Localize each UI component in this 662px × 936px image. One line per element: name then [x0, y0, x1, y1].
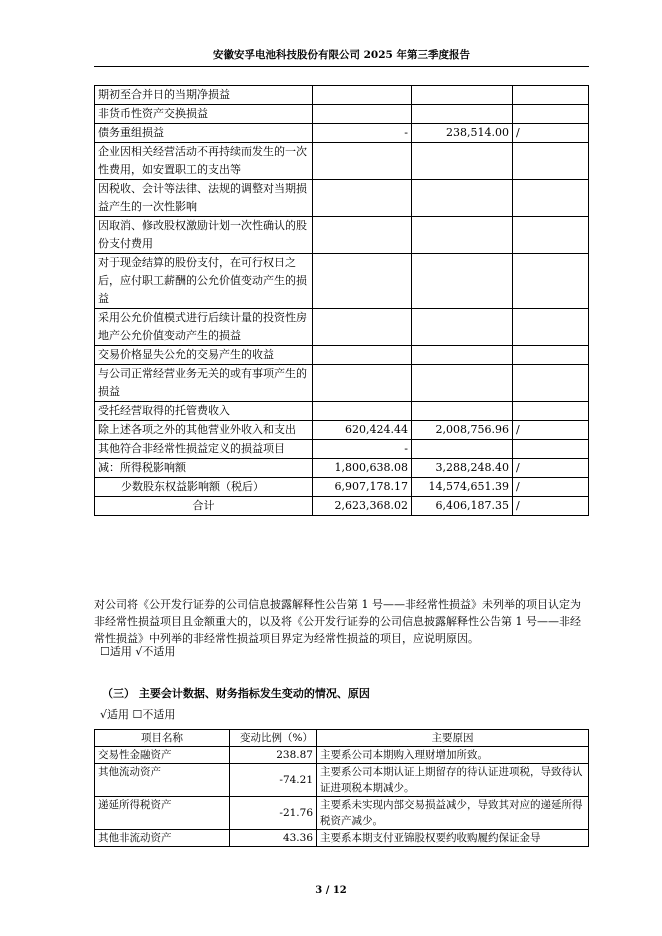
table-row [95, 830, 589, 847]
table-row [95, 124, 589, 143]
row-value-ytd [412, 105, 513, 124]
table-row [95, 440, 589, 459]
row-note: / [513, 459, 589, 478]
main-reason: 主要系本期支付亚锦股权要约收购履约保证金导 [317, 830, 589, 847]
item-name: 其他非流动资产 [95, 830, 230, 847]
change-ratio: 238.87 [230, 747, 317, 764]
table-row [95, 764, 589, 797]
row-value-current [313, 143, 412, 180]
row-value-ytd [412, 402, 513, 421]
row-note: / [513, 421, 589, 440]
page-header: 安徽安孚电池科技股份有限公司 2025 年第三季度报告 [94, 47, 589, 67]
table-row [95, 402, 589, 421]
row-value-current [313, 105, 412, 124]
table-row [95, 747, 589, 764]
row-value-ytd [412, 86, 513, 105]
table-row [95, 254, 589, 309]
row-value-ytd [412, 309, 513, 346]
row-label: 采用公允价值模式进行后续计量的投资性房地产公允价值变动产生的损益 [95, 309, 313, 346]
item-name: 交易性金融资产 [95, 747, 230, 764]
change-ratio: -21.76 [230, 797, 317, 830]
section-title: （三） 主要会计数据、财务指标发生变动的情况、原因 [102, 687, 370, 700]
row-value-current [313, 217, 412, 254]
row-note [513, 180, 589, 217]
main-reason: 主要系公司本期认证上期留存的待认证进项税，导致待认证进项税本期减少。 [317, 764, 589, 797]
row-label: 因税收、会计等法律、法规的调整对当期损益产生的一次性影响 [95, 180, 313, 217]
table-row [95, 346, 589, 365]
row-note [513, 309, 589, 346]
row-label: 与公司正常经营业务无关的或有事项产生的损益 [95, 365, 313, 402]
row-value-current: 620,424.44 [313, 421, 412, 440]
table-row [95, 478, 589, 497]
row-label: 合计 [95, 497, 313, 516]
table-row [95, 497, 589, 516]
table-row [95, 309, 589, 346]
header-change-ratio: 变动比例（%） [230, 730, 317, 747]
row-note [513, 217, 589, 254]
row-label: 少数股东权益影响额（税后） [95, 478, 313, 497]
table-row [95, 180, 589, 217]
table-row [95, 459, 589, 478]
row-note [513, 254, 589, 309]
row-value-ytd: 3,288,248.40 [412, 459, 513, 478]
page-number: 3 / 12 [315, 885, 347, 896]
row-value-ytd: 14,574,651.39 [412, 478, 513, 497]
row-value-current [313, 86, 412, 105]
row-note: / [513, 497, 589, 516]
row-value-ytd [412, 180, 513, 217]
header-item-name: 项目名称 [95, 730, 230, 747]
table-row [95, 86, 589, 105]
table-row [95, 421, 589, 440]
row-note: / [513, 478, 589, 497]
row-note [513, 143, 589, 180]
non-recurring-gains-table [94, 85, 589, 516]
item-name: 其他流动资产 [95, 764, 230, 797]
row-label: 期初至合并日的当期净损益 [95, 86, 313, 105]
table-row [95, 105, 589, 124]
row-label: 非货币性资产交换损益 [95, 105, 313, 124]
change-ratio: 43.36 [230, 830, 317, 847]
row-value-current [313, 254, 412, 309]
row-label: 交易价格显失公允的交易产生的收益 [95, 346, 313, 365]
row-value-ytd [412, 440, 513, 459]
change-reason-table [94, 729, 589, 847]
main-reason: 主要系公司本期购入理财增加所致。 [317, 747, 589, 764]
row-value-current [313, 309, 412, 346]
row-value-current: 6,907,178.17 [313, 478, 412, 497]
header-main-reason: 主要原因 [317, 730, 589, 747]
main-reason: 主要系未实现内部交易损益减少，导致其对应的递延所得税资产减少。 [317, 797, 589, 830]
applicability-check-1: ☐适用 √不适用 [100, 645, 176, 658]
row-value-current [313, 180, 412, 217]
change-ratio: -74.21 [230, 764, 317, 797]
row-note [513, 402, 589, 421]
row-value-ytd [412, 365, 513, 402]
row-value-current: 1,800,638.08 [313, 459, 412, 478]
row-label: 债务重组损益 [95, 124, 313, 143]
row-note [513, 440, 589, 459]
row-value-ytd [412, 346, 513, 365]
row-value-ytd [412, 143, 513, 180]
applicability-check-2: √适用 ☐不适用 [100, 708, 176, 721]
row-label: 受托经营取得的托管费收入 [95, 402, 313, 421]
row-value-ytd [412, 217, 513, 254]
row-note [513, 105, 589, 124]
row-value-current: - [313, 124, 412, 143]
explanation-paragraph: 对公司将《公开发行证券的公司信息披露解释性公告第 1 号——非经常性损益》未列举的项目认定为非经常性损益项目且金额重大的，以及将《公开发行证券的公司信息披露解释性公告第 1 号——非经常性损益》中列举的非经常性损益项目界定为经常性损益的项目，应说明原因。 [94, 598, 581, 645]
table-row [95, 217, 589, 254]
row-note [513, 86, 589, 105]
table-header-row [95, 730, 589, 747]
row-value-ytd: 6,406,187.35 [412, 497, 513, 516]
row-label: 企业因相关经营活动不再持续而发生的一次性费用，如安置职工的支出等 [95, 143, 313, 180]
row-label: 因取消、修改股权激励计划一次性确认的股份支付费用 [95, 217, 313, 254]
row-note [513, 365, 589, 402]
row-value-current [313, 346, 412, 365]
row-label: 除上述各项之外的其他营业外收入和支出 [95, 421, 313, 440]
row-value-current [313, 365, 412, 402]
row-note: / [513, 124, 589, 143]
row-value-current [313, 402, 412, 421]
row-label: 减：所得税影响额 [95, 459, 313, 478]
row-note [513, 346, 589, 365]
row-value-current: 2,623,368.02 [313, 497, 412, 516]
item-name: 递延所得税资产 [95, 797, 230, 830]
row-value-current: - [313, 440, 412, 459]
table-row [95, 797, 589, 830]
row-label: 对于现金结算的股份支付，在可行权日之后，应付职工薪酬的公允价值变动产生的损益 [95, 254, 313, 309]
table-row [95, 365, 589, 402]
row-label: 其他符合非经常性损益定义的损益项目 [95, 440, 313, 459]
row-value-ytd [412, 254, 513, 309]
row-value-ytd: 238,514.00 [412, 124, 513, 143]
table-row [95, 143, 589, 180]
row-value-ytd: 2,008,756.96 [412, 421, 513, 440]
